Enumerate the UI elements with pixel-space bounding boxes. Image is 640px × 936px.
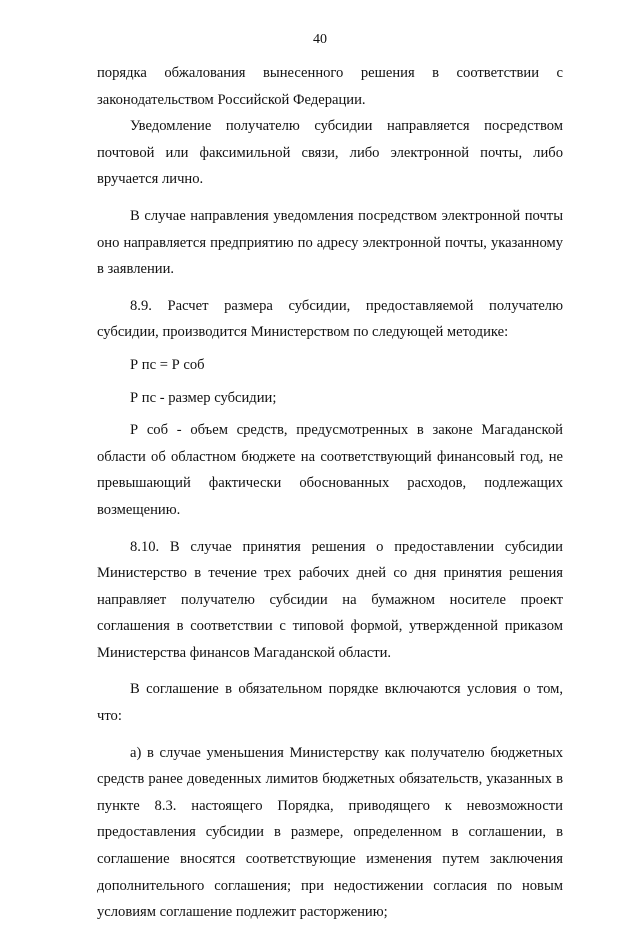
paragraph-appeal-procedure: порядка обжалования вынесенного решения в соответствии с законодательством Российской Федерации. bbox=[97, 65, 563, 108]
paragraph-email-notification: В случае направления уведомления посредством электронной почты оно направляется предприятию по адресу электронной почты, указанному в заявлении. bbox=[97, 207, 563, 278]
paragraph-8-10-agreement: 8.10. В случае принятия решения о предоставлении субсидии Министерство в течение трех рабочих дней со дня принятия решения направляет получателю субсидии на бумажном носителе проект соглашения в соответствии с типовой формой, утвержденной приказом Министерства финансов Магаданской области. bbox=[97, 538, 563, 661]
document-body bbox=[97, 60, 563, 936]
paragraph-8-9-calculation: 8.9. Расчет размера субсидии, предоставляемой получателю субсидии, производится Министерством по следующей методике: bbox=[97, 297, 563, 341]
paragraph-notification-delivery: Уведомление получателю субсидии направляется посредством почтовой или факсимильной связи, либо электронной почты, либо вручается лично. bbox=[97, 118, 563, 188]
formula-subsidy: Р пс = Р соб bbox=[130, 356, 205, 373]
page-number: 40 bbox=[313, 32, 327, 47]
formula-definition-pps: Р пс - размер субсидии; bbox=[130, 389, 277, 406]
formula-definition-psob: Р соб - объем средств, предусмотренных в законе Магаданской области об областном бюджете на соответствующий финансовый год, не превышающий фактически обоснованных расходов, подлежащих возмещению. bbox=[97, 422, 563, 518]
list-item-a-limits-reduction: а) в случае уменьшения Министерству как получателю бюджетных средств ранее доведенных лимитов бюджетных обязательств, указанных в пункте 8.3. настоящего Порядка, приводящего к невозможности предоставления субсидии в размере, определенном в соглашении, в соглашение вносятся соответствующие изменения путем заключения дополнительного соглашения; при недостижении согласия по новым условиям соглашение подлежит расторжению; bbox=[97, 744, 563, 921]
paragraph-agreement-conditions: В соглашение в обязательном порядке включаются условия о том, что: bbox=[97, 681, 563, 725]
